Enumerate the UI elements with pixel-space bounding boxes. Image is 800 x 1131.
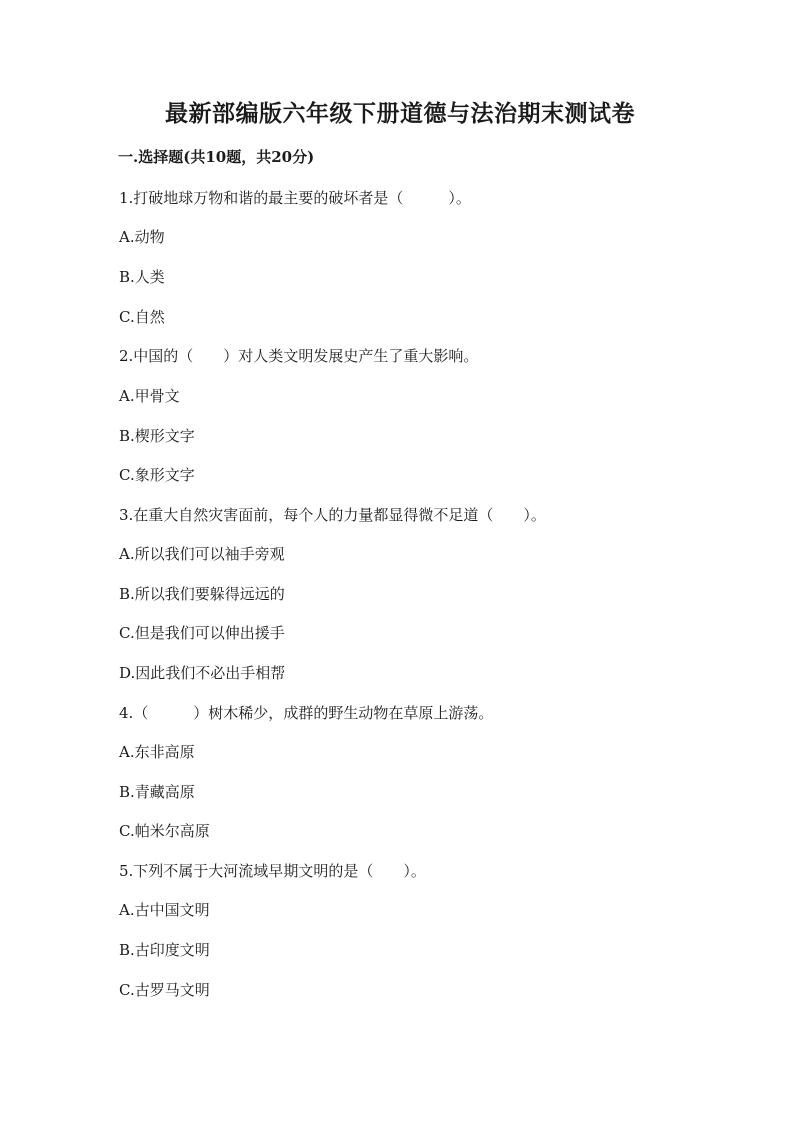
question-2-option-a: A.甲骨文 — [119, 387, 180, 405]
question-5-stem: 5.下列不属于大河流域早期文明的是（ ）。 — [119, 862, 426, 880]
page-title: 最新部编版六年级下册道德与法治期末测试卷 — [165, 100, 635, 127]
question-4-option-a: A.东非高原 — [119, 743, 195, 761]
question-5-option-c: C.古罗马文明 — [119, 981, 210, 999]
question-3-stem: 3.在重大自然灾害面前，每个人的力量都显得微不足道（ ）。 — [119, 506, 546, 524]
question-2-stem: 2.中国的（ ）对人类文明发展史产生了重大影响。 — [119, 347, 479, 365]
question-1-option-c: C.自然 — [119, 308, 165, 326]
question-4-option-b: B.青藏高原 — [119, 783, 195, 801]
question-1-stem: 1.打破地球万物和谐的最主要的破坏者是（ ）。 — [119, 189, 471, 207]
question-4-stem: 4.（ ）树木稀少，成群的野生动物在草原上游荡。 — [119, 704, 494, 722]
question-3-option-d: D.因此我们不必出手相帮 — [119, 664, 286, 682]
question-3-option-c: C.但是我们可以伸出援手 — [119, 624, 285, 642]
question-1-option-b: B.人类 — [119, 268, 165, 286]
question-1-option-a: A.动物 — [119, 228, 165, 246]
question-5-option-b: B.古印度文明 — [119, 941, 210, 959]
question-3-option-b: B.所以我们要躲得远远的 — [119, 585, 285, 603]
section-heading: 一.选择题(共10题，共20分) — [118, 148, 315, 166]
question-4-option-c: C.帕米尔高原 — [119, 822, 210, 840]
question-2-option-b: B.楔形文字 — [119, 427, 195, 445]
question-3-option-a: A.所以我们可以袖手旁观 — [119, 545, 285, 563]
question-2-option-c: C.象形文字 — [119, 466, 195, 484]
question-5-option-a: A.古中国文明 — [119, 901, 210, 919]
